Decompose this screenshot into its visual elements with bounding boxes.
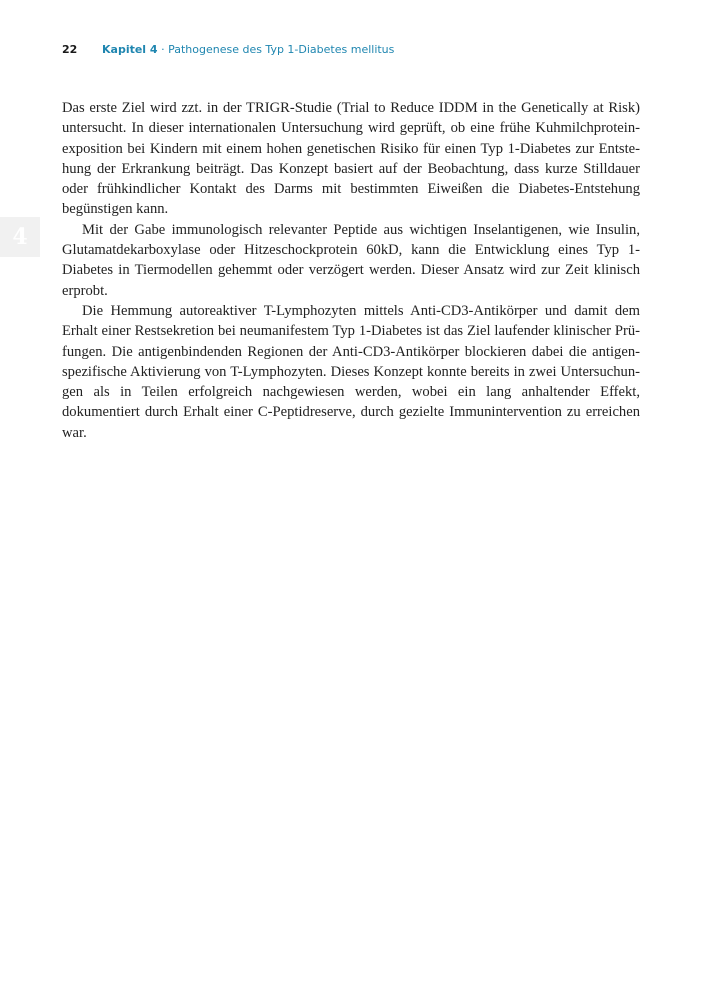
paragraph-anti-cd3: Die Hemmung autoreaktiver T-Lymphozyten mittels Anti-CD3-Antikörper und damit dem Erhalt einer Restsekretion bei neumanifestem Typ 1-Diabetes ist das Ziel laufender klinischer Prüfungen. Die antigenbindenden Regionen der Anti-CD3-Antikörper blockieren dabei die antigenspezifische Aktivierung von T-Lymphozyten. Dieses Konzept konnte bereits in zwei Untersuchungen als in Teilen erfolgreich nachgewiesen werden, wobei ein lang anhaltender Effekt, dokumentiert durch Erhalt einer C-Peptidreserve, durch gezielte Immunintervention zu erreichen war.	[62, 302, 640, 441]
paragraph-trigr-study: Das erste Ziel wird zzt. in der TRIGR-Studie (Trial to Reduce IDDM in the Genetically at Risk) untersucht. In dieser internationalen Untersuchung wird geprüft, ob eine frühe Kuhmilchproteinexposition bei Kindern mit einem hohen genetischen Risiko für einen Typ 1-Diabetes zur Entstehung der Erkrankung beiträgt. Das Konzept basiert auf der Beobachtung, dass kurze Stilldauer oder frühkindlicher Kontakt des Darms mit bestimmten Eiweißen die Diabetes-Entstehung begünstigen kann.	[62, 100, 640, 218]
chapter-label: Kapitel 4	[102, 43, 158, 56]
chapter-separator: ·	[161, 43, 165, 56]
running-header	[62, 43, 394, 57]
body-text	[62, 98, 640, 443]
page-number: 22	[62, 43, 78, 56]
paragraph-peptides: Mit der Gabe immunologisch relevanter Peptide aus wichtigen Inselantigenen, wie Insulin, Glutamatdekarboxylase oder Hitzeschockprotein 60kD, kann die Entwicklung eines Typ 1-Diabetes in Tiermodellen gehemmt oder verzögert werden. Dieser Ansatz wird zur Zeit klinisch erprobt.	[62, 221, 640, 299]
chapter-tab-number: 4	[12, 224, 28, 250]
chapter-title: Pathogenese des Typ 1-Diabetes mellitus	[168, 43, 395, 56]
chapter-tab	[0, 217, 40, 257]
